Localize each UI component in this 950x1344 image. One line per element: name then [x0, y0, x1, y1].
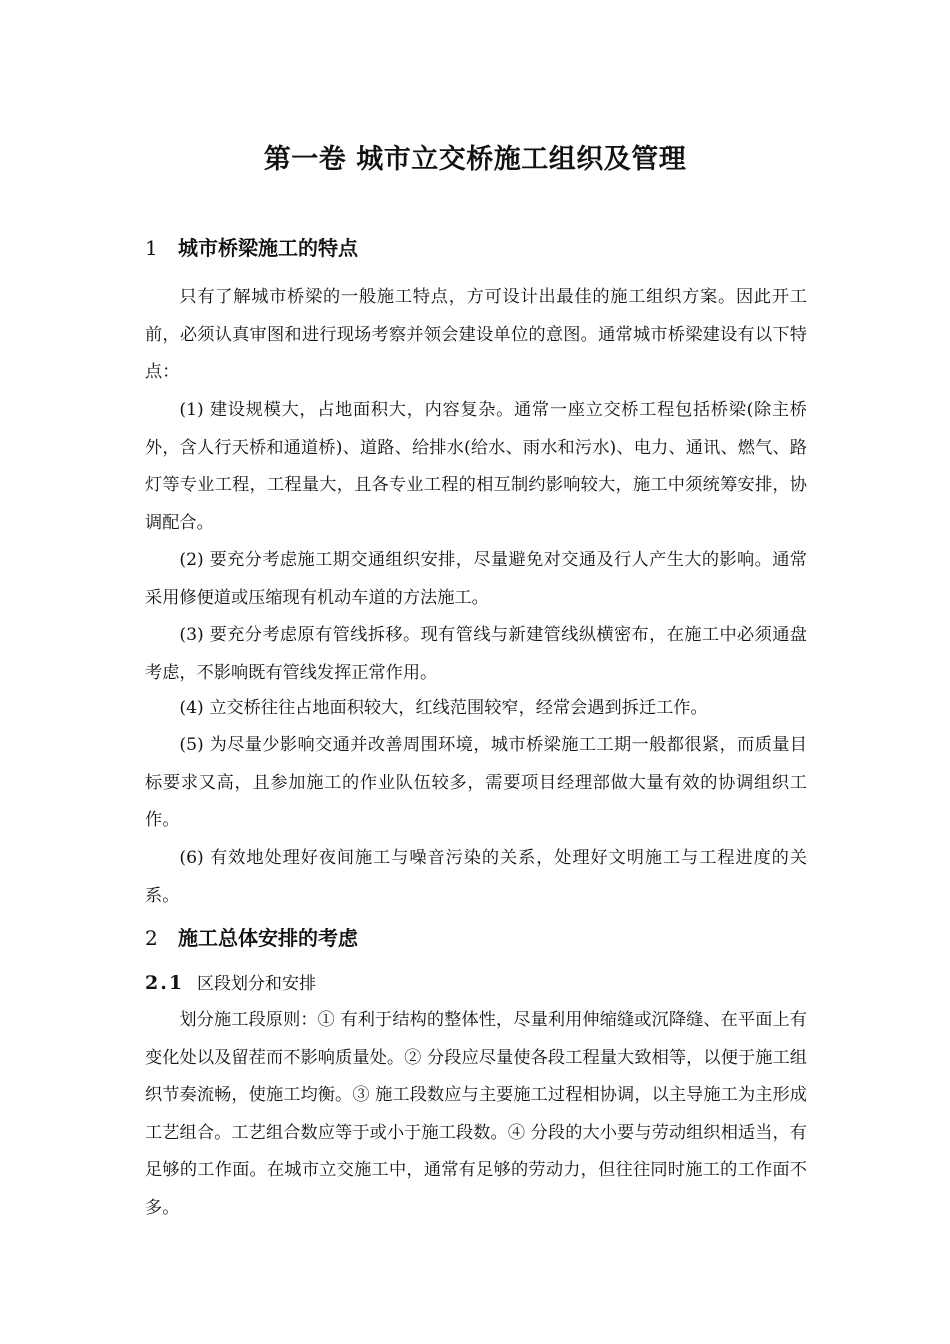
section-2-heading [145, 924, 358, 952]
section-1-item-3: (3) 要充分考虑原有管线拆移。现有管线与新建管线纵横密布，在施工中必须通盘考虑，不影响既有管线发挥正常作用。 [145, 625, 807, 683]
section-1-heading [145, 234, 358, 262]
subsection-2-1-title: 区段划分和安排 [197, 974, 316, 994]
section-2-title: 施工总体安排的考虑 [178, 926, 358, 950]
section-1-intro-paragraph: 只有了解城市桥梁的一般施工特点，方可设计出最佳的施工组织方案。因此开工前，必须认真审图和进行现场考察并领会建设单位的意图。通常城市桥梁建设有以下特点： [145, 287, 807, 382]
document-title: 第一卷 城市立交桥施工组织及管理 [263, 144, 687, 175]
subsection-2-1-number: 2.1 [145, 972, 185, 994]
subsection-2-1-paragraph: 划分施工段原则：① 有利于结构的整体性，尽量利用伸缩缝或沉降缝、在平面上有变化处以及留茬而不影响质量处。② 分段应尽量使各段工程量大致相等，以便于施工组织节奏流畅，使施工均衡。③ 施工段数应与主要施工过程相协调，以主导施工为主形成工艺组合。工艺组合数应等于或小于施工段数。④ 分段的大小要与劳动组织相适当，有足够的工作面。在城市立交施工中，通常有足够的劳动力，但往往同时施工的工作面不多。 [145, 1010, 807, 1218]
section-1-item-5: (5) 为尽量少影响交通并改善周围环境，城市桥梁施工工期一般都很紧，而质量目标要求又高，且参加施工的作业队伍较多，需要项目经理部做大量有效的协调组织工作。 [145, 735, 807, 830]
section-1-number: 1 [145, 236, 158, 260]
section-1-item-6: (6) 有效地处理好夜间施工与噪音污染的关系，处理好文明施工与工程进度的关系。 [145, 848, 807, 906]
section-1-item-2: (2) 要充分考虑施工期交通组织安排，尽量避免对交通及行人产生大的影响。通常采用修便道或压缩现有机动车道的方法施工。 [145, 550, 807, 608]
section-1-item-4: (4) 立交桥往往占地面积较大，红线范围较窄，经常会遇到拆迁工作。 [179, 698, 708, 718]
section-2-number: 2 [145, 926, 158, 950]
section-1-title: 城市桥梁施工的特点 [178, 236, 358, 260]
section-1-item-1: (1) 建设规模大，占地面积大，内容复杂。通常一座立交桥工程包括桥梁(除主桥外，含人行天桥和通道桥)、道路、给排水(给水、雨水和污水)、电力、通讯、燃气、路灯等专业工程，工程量大，且各专业工程的相互制约影响较大，施工中须统筹安排，协调配合。 [145, 400, 807, 533]
subsection-2-1-heading [145, 969, 316, 998]
